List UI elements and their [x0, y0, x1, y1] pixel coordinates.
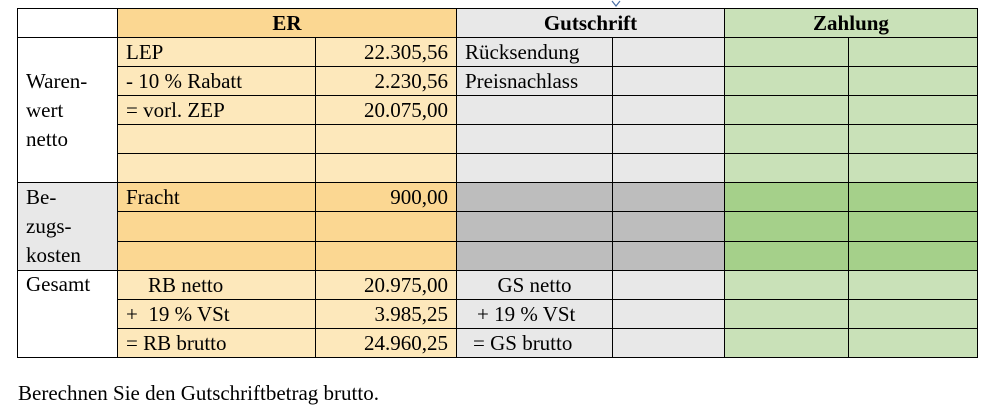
zahlung-cell	[849, 271, 978, 300]
zahlung-cell	[725, 38, 849, 67]
table-row	[18, 96, 978, 125]
gs-label-cell: GS netto	[457, 271, 613, 300]
group-label-line: zugs-	[26, 214, 72, 238]
zahlung-cell	[725, 300, 849, 329]
zahlung-cell	[725, 183, 849, 212]
gesamt-group-label: Gesamt	[18, 271, 118, 358]
er-value-cell: 20.975,00	[316, 271, 457, 300]
zahlung-cell	[725, 67, 849, 96]
group-label-line: netto	[26, 126, 68, 151]
gs-value-cell	[613, 183, 725, 212]
table-row	[18, 300, 978, 329]
er-value-cell	[316, 212, 457, 241]
er-label-cell	[118, 154, 316, 183]
gs-label-cell	[457, 154, 613, 183]
er-value-cell	[316, 154, 457, 183]
zahlung-cell	[849, 38, 978, 67]
chevron-down-icon	[611, 0, 621, 8]
gs-value-cell	[613, 329, 725, 358]
gs-value-cell	[613, 96, 725, 125]
table-row	[18, 154, 978, 183]
gs-value-cell	[613, 67, 725, 96]
er-header: ER	[118, 9, 457, 38]
gs-label-cell	[457, 241, 613, 270]
er-label-cell: = RB brutto	[118, 329, 316, 358]
gs-label-cell	[457, 183, 613, 212]
warenwert-group-label	[18, 38, 118, 183]
er-value-cell: 20.075,00	[316, 96, 457, 125]
gs-value-cell	[613, 241, 725, 270]
er-value-cell: 3.985,25	[316, 300, 457, 329]
er-label-cell	[118, 125, 316, 154]
er-value-cell: 24.960,25	[316, 329, 457, 358]
gs-label-cell	[457, 212, 613, 241]
zahlung-cell	[725, 125, 849, 154]
gs-label-cell: + 19 % VSt	[457, 300, 613, 329]
er-value-cell: 2.230,56	[316, 67, 457, 96]
header-empty-cell	[18, 9, 118, 38]
table-row	[18, 212, 978, 241]
group-label-line: Be-	[26, 185, 57, 209]
zahlung-cell	[849, 212, 978, 241]
gs-label-cell	[457, 125, 613, 154]
gutschrift-header: Gutschrift	[457, 9, 725, 38]
er-label-cell: - 10 % Rabatt	[118, 67, 316, 96]
header-row	[18, 9, 978, 38]
zahlung-cell	[725, 96, 849, 125]
er-value-cell: 900,00	[316, 183, 457, 212]
gs-label-cell: Rücksendung	[457, 38, 613, 67]
gs-value-cell	[613, 212, 725, 241]
group-label-line: kosten	[26, 243, 81, 267]
bezugskosten-group-label	[18, 183, 118, 271]
zahlung-cell	[725, 212, 849, 241]
table-row	[18, 125, 978, 154]
zahlung-cell	[849, 183, 978, 212]
group-label-line: wert	[26, 97, 64, 122]
er-value-cell: 22.305,56	[316, 38, 457, 67]
er-label-cell: LEP	[118, 38, 316, 67]
zahlung-cell	[849, 154, 978, 183]
zahlung-header: Zahlung	[725, 9, 978, 38]
task-instruction: Berechnen Sie den Gutschriftbetrag brutto.	[18, 381, 379, 405]
gs-value-cell	[613, 271, 725, 300]
er-label-cell: RB netto	[118, 271, 316, 300]
group-label-line: Waren-	[26, 68, 88, 93]
zahlung-cell	[725, 241, 849, 270]
gs-value-cell	[613, 300, 725, 329]
table-row	[18, 183, 978, 212]
zahlung-cell	[849, 329, 978, 358]
gs-label-cell: = GS brutto	[457, 329, 613, 358]
zahlung-cell	[725, 271, 849, 300]
table-row	[18, 67, 978, 96]
gs-value-cell	[613, 154, 725, 183]
er-label-cell	[118, 241, 316, 270]
gs-label-cell: Preisnachlass	[457, 67, 613, 96]
zahlung-cell	[849, 125, 978, 154]
zahlung-cell	[725, 154, 849, 183]
zahlung-cell	[849, 67, 978, 96]
er-label-cell: Fracht	[118, 183, 316, 212]
zahlung-cell	[849, 241, 978, 270]
er-value-cell	[316, 125, 457, 154]
gs-value-cell	[613, 125, 725, 154]
calculation-table	[17, 8, 978, 358]
gs-value-cell	[613, 38, 725, 67]
gs-label-cell	[457, 96, 613, 125]
er-value-cell	[316, 241, 457, 270]
zahlung-cell	[849, 300, 978, 329]
er-label-cell: + 19 % VSt	[118, 300, 316, 329]
zahlung-cell	[725, 329, 849, 358]
table-row	[18, 38, 978, 67]
table-row	[18, 241, 978, 270]
table-row	[18, 271, 978, 300]
er-label-cell	[118, 212, 316, 241]
zahlung-cell	[849, 96, 978, 125]
er-label-cell: = vorl. ZEP	[118, 96, 316, 125]
table-row	[18, 329, 978, 358]
